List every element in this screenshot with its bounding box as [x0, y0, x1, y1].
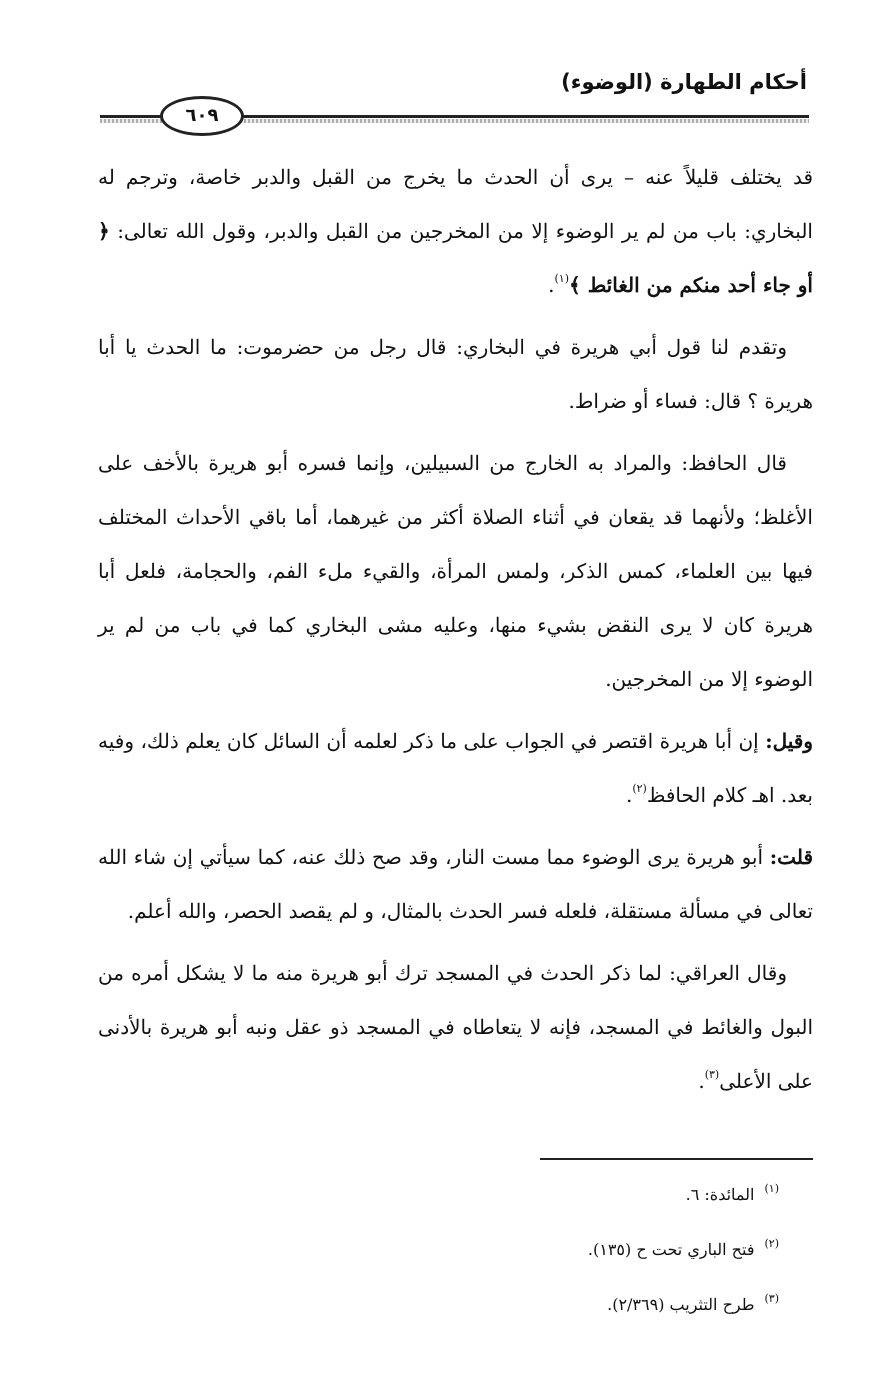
footnote-number: (٢) [764, 1237, 779, 1250]
quran-verse: ﴿ أو جاء أحد منكم من الغائط ﴾ [98, 219, 813, 297]
footnote [588, 1285, 779, 1340]
footnote-text: المائدة: ٦. [685, 1185, 755, 1204]
footnote [588, 1175, 779, 1230]
footnote-number: (١) [764, 1182, 779, 1195]
paragraph-4-end: . [625, 783, 633, 807]
footnote-text: طرح التثريب (٢/٣٦٩). [607, 1295, 755, 1314]
footnote-separator [540, 1158, 813, 1160]
paragraph-4-text: إن أبا هريرة اقتصر في الجواب على ما ذكر لعلمه أن السائل كان يعلم ذلك، وفيه بعد. اهـ كلام الحافظ [98, 729, 813, 807]
paragraph-6 [98, 946, 813, 1108]
paragraph-6-text: وقال العراقي: لما ذكر الحدث في المسجد ترك أبو هريرة منه ما لا يشكل أمره من البول والغائط في المسجد، فإنه لا يتعاطاه في المسجد ذو عقل ونبه أبو هريرة بالأدنى على الأعلى [98, 961, 814, 1093]
footnote-ref-1[interactable]: (١) [554, 272, 570, 285]
running-title: أحكام الطهارة (الوضوء) [561, 70, 807, 94]
paragraph-6-end: . [698, 1069, 705, 1093]
paragraph-2: وتقدم لنا قول أبي هريرة في البخاري: قال رجل من حضرموت: ما الحدث يا أبا هريرة ؟ قال: فساء أو ضراط. [98, 335, 813, 413]
page-number: ٦٠٩ [160, 96, 244, 136]
footnote-ref-2[interactable]: (٢) [632, 782, 647, 795]
footnotes [588, 1175, 779, 1340]
paragraph-4 [98, 714, 813, 822]
main-text [98, 150, 813, 1116]
footnote-number: (٣) [764, 1292, 779, 1305]
footnote-ref-3[interactable]: (٣) [704, 1068, 720, 1081]
paragraph-1 [98, 150, 813, 312]
footnote [588, 1230, 779, 1285]
paragraph-5-lead: قلت: [769, 845, 813, 869]
paragraph-5 [98, 830, 813, 938]
paragraph-1-end: . [548, 273, 555, 297]
paragraph-3: قال الحافظ: والمراد به الخارج من السبيلين، وإنما فسره أبو هريرة بالأخف على الأغلظ؛ ولأنهما قد يقعان في أثناء الصلاة أكثر من غيرهما، أما باقي الأحداث المختلف فيها بين العلماء، كمس الذكر، ولمس المرأة، والقيء ملء الفم، والحجامة، فلعل أبا هريرة كان لا يرى النقض بشيء منها، وعليه مشى البخاري كما في باب من لم ير الوضوء إلا من المخرجين. [98, 451, 813, 691]
paragraph-5-text: أبو هريرة يرى الوضوء مما مست النار، وقد صح ذلك عنه، كما سيأتي إن شاء الله تعالى في مسألة مستقلة، فلعله فسر الحدث بالمثال، و لم يقصد الحصر، والله أعلم. [98, 845, 813, 923]
paragraph-4-lead: وقيل: [765, 729, 813, 753]
paragraph-1-text: قد يختلف قليلاً عنه – يرى أن الحدث ما يخرج من القبل والدبر خاصة، وترجم له البخاري: باب من لم ير الوضوء إلا من المخرجين من القبل والدبر، وقول الله تعالى: [98, 165, 813, 243]
footnote-text: فتح الباري تحت ح (١٣٥). [587, 1240, 755, 1259]
